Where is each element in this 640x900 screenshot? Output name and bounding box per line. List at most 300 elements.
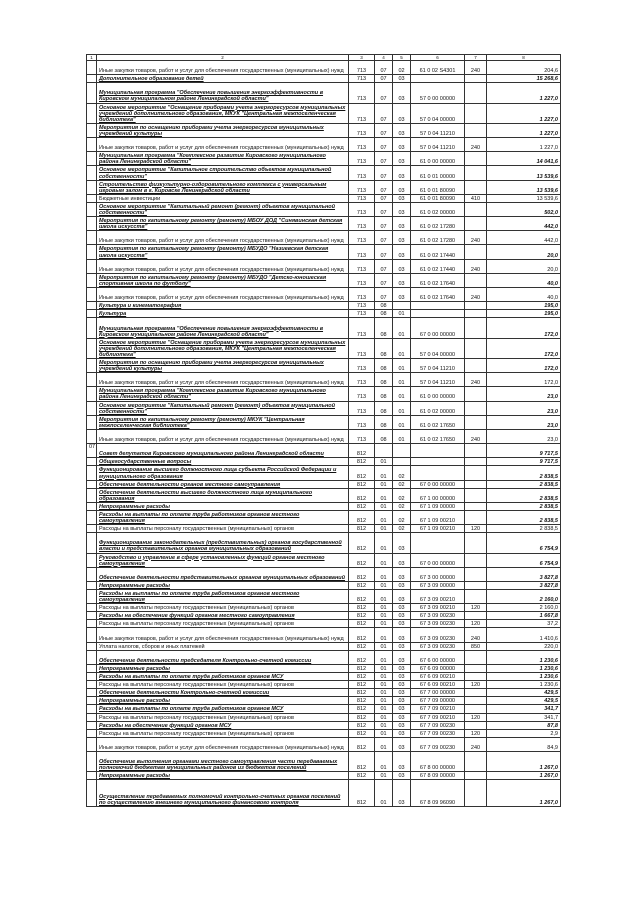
target-article-code [411, 444, 465, 458]
expense-type-code: 240 [465, 138, 487, 152]
expense-type-code [465, 180, 487, 194]
row-name: Обеспечение деятельности представительных органов муниципальных образований [97, 567, 349, 581]
expense-type-code [465, 318, 487, 338]
target-article-code: 67 1 09 00000 [411, 502, 465, 510]
row-name: Муниципальная программа "Комплексное развитие Кировского муниципального района Ленинградской области" [97, 387, 349, 401]
table-row [87, 502, 561, 510]
subsection-code: 03 [393, 194, 411, 202]
amount: 14 041,6 [487, 152, 561, 166]
amount: 23,0 [487, 401, 561, 415]
expense-type-code [465, 581, 487, 589]
expense-type-code [465, 273, 487, 287]
section-code: 08 [375, 401, 393, 415]
section-code: 01 [375, 458, 393, 466]
target-article-code: 61 0 02 17280 [411, 231, 465, 245]
dept-code: 812 [349, 590, 375, 604]
amount: 2 838,5 [487, 510, 561, 524]
dept-code: 812 [349, 772, 375, 780]
row-number [87, 673, 97, 681]
row-number [87, 729, 97, 737]
row-name: Совет депутатов Кировского муниципального района Ленинградской области [97, 444, 349, 458]
row-number [87, 525, 97, 533]
section-code: 08 [375, 373, 393, 387]
subsection-code: 03 [393, 533, 411, 553]
amount: 13 539,6 [487, 166, 561, 180]
target-article-code: 67 7 09 00230 [411, 721, 465, 729]
amount: 20,0 [487, 245, 561, 259]
target-article-code: 61 0 02 17650 [411, 429, 465, 443]
target-article-code: 67 3 09 00210 [411, 590, 465, 604]
target-article-code: 67 3 00 00000 [411, 567, 465, 581]
subsection-code: 03 [393, 713, 411, 721]
dept-code: 713 [349, 302, 375, 310]
dept-code: 713 [349, 166, 375, 180]
amount: 502,0 [487, 202, 561, 216]
row-name: Расходы на обеспечение функций органов МСУ [97, 721, 349, 729]
amount: 3 827,8 [487, 567, 561, 581]
column-number: 2 [97, 55, 349, 61]
dept-code: 713 [349, 288, 375, 302]
section-code: 07 [375, 103, 393, 123]
amount: 1 667,8 [487, 612, 561, 620]
row-number [87, 553, 97, 567]
table-body [87, 55, 561, 807]
expense-type-code [465, 166, 487, 180]
section-code: 07 [375, 194, 393, 202]
table-row [87, 83, 561, 103]
expense-type-code [465, 217, 487, 231]
row-name: Мероприятия по капитальному ремонту (ремонту) МБОУ ДОД "Синявинская детская школа искусств" [97, 217, 349, 231]
subsection-code: 03 [393, 138, 411, 152]
table-row [87, 612, 561, 620]
subsection-code: 01 [393, 338, 411, 358]
column-number: 8 [487, 55, 561, 61]
row-number [87, 567, 97, 581]
subsection-code: 03 [393, 689, 411, 697]
expense-type-code [465, 612, 487, 620]
dept-code: 713 [349, 231, 375, 245]
table-row [87, 138, 561, 152]
target-article-code: 61 0 02 00000 [411, 401, 465, 415]
subsection-code: 03 [393, 721, 411, 729]
section-code: 08 [375, 318, 393, 338]
subsection-code: 03 [393, 288, 411, 302]
section-code: 01 [375, 713, 393, 721]
row-number [87, 689, 97, 697]
subsection-code: 03 [393, 152, 411, 166]
amount: 442,0 [487, 231, 561, 245]
table-row [87, 466, 561, 480]
subsection-code: 03 [393, 166, 411, 180]
amount: 40,0 [487, 288, 561, 302]
target-article-code: 61 0 02 S4301 [411, 61, 465, 75]
amount: 6 754,9 [487, 553, 561, 567]
amount: 429,5 [487, 697, 561, 705]
row-name: Иные закупки товаров, работ и услуг для обеспечения государственных (муниципальных) нужд [97, 628, 349, 642]
expense-type-code [465, 533, 487, 553]
subsection-code [393, 458, 411, 466]
dept-code: 713 [349, 152, 375, 166]
row-number [87, 123, 97, 137]
table-row [87, 166, 561, 180]
amount: 23,0 [487, 387, 561, 401]
expense-type-code [465, 444, 487, 458]
row-name: Дополнительное образование детей [97, 75, 349, 83]
row-number [87, 751, 97, 771]
row-number [87, 217, 97, 231]
row-number [87, 259, 97, 273]
row-number [87, 642, 97, 650]
row-number [87, 612, 97, 620]
subsection-code: 02 [393, 502, 411, 510]
amount: 1 227,0 [487, 138, 561, 152]
row-number [87, 502, 97, 510]
target-article-code: 67 1 09 00210 [411, 525, 465, 533]
row-name: Мероприятия по капитальному ремонту (ремонту) МБУДО "Назиевская детская школа искусств" [97, 245, 349, 259]
section-code: 01 [375, 567, 393, 581]
row-number [87, 429, 97, 443]
dept-code: 812 [349, 488, 375, 502]
target-article-code: 61 0 02 17640 [411, 288, 465, 302]
subsection-code: 03 [393, 751, 411, 771]
subsection-code: 03 [393, 83, 411, 103]
expense-type-code [465, 697, 487, 705]
table-row [87, 673, 561, 681]
section-code: 01 [375, 697, 393, 705]
row-number [87, 373, 97, 387]
row-name: Иные закупки товаров, работ и услуг для обеспечения государственных (муниципальных) нужд [97, 429, 349, 443]
section-code: 01 [375, 525, 393, 533]
table-row [87, 480, 561, 488]
section-code: 07 [375, 75, 393, 83]
dept-code: 812 [349, 673, 375, 681]
dept-code: 812 [349, 466, 375, 480]
table-row [87, 510, 561, 524]
section-code: 07 [375, 180, 393, 194]
target-article-code [411, 533, 465, 553]
subsection-code: 02 [393, 488, 411, 502]
subsection-code: 03 [393, 180, 411, 194]
expense-type-code [465, 83, 487, 103]
row-number [87, 480, 97, 488]
row-number [87, 359, 97, 373]
section-code: 08 [375, 338, 393, 358]
target-article-code: 67 1 00 00000 [411, 488, 465, 502]
row-number: 07 [87, 444, 97, 458]
expense-type-code [465, 553, 487, 567]
row-name: Культура и кинематография [97, 302, 349, 310]
dept-code: 812 [349, 664, 375, 672]
target-article-code: 61 0 02 17440 [411, 259, 465, 273]
target-article-code: 67 3 09 00230 [411, 642, 465, 650]
subsection-code: 03 [393, 628, 411, 642]
row-name: Иные закупки товаров, работ и услуг для обеспечения государственных (муниципальных) нужд [97, 231, 349, 245]
subsection-code: 03 [393, 612, 411, 620]
budget-table-page [86, 54, 560, 807]
table-row [87, 180, 561, 194]
dept-code: 713 [349, 75, 375, 83]
row-number [87, 152, 97, 166]
row-name: Обеспечение деятельности председателя Контрольно-счетной комиссии [97, 650, 349, 664]
dept-code: 713 [349, 138, 375, 152]
amount: 1 230,6 [487, 673, 561, 681]
expense-type-code: 240 [465, 288, 487, 302]
row-name: Функционирование высшего должностного лица субъекта Российской Федерации и муниципального образования [97, 466, 349, 480]
row-number [87, 488, 97, 502]
table-row [87, 628, 561, 642]
table-row [87, 713, 561, 721]
amount: 1 227,0 [487, 103, 561, 123]
table-row [87, 373, 561, 387]
row-name: Мероприятия по оснащению приборами учета энергоресурсов муниципальных учреждений культуры [97, 123, 349, 137]
section-code: 07 [375, 166, 393, 180]
row-name: Расходы на выплаты персоналу государственных (муниципальных) органов [97, 604, 349, 612]
amount: 15 268,6 [487, 75, 561, 83]
column-number: 3 [349, 55, 375, 61]
dept-code: 812 [349, 628, 375, 642]
expense-type-code [465, 502, 487, 510]
row-name: Бюджетные инвестиции [97, 194, 349, 202]
table-row [87, 697, 561, 705]
target-article-code: 61 0 02 17280 [411, 217, 465, 231]
expense-type-code: 240 [465, 628, 487, 642]
dept-code: 713 [349, 338, 375, 358]
subsection-code: 03 [393, 650, 411, 664]
dept-code: 812 [349, 713, 375, 721]
amount: 13 539,6 [487, 194, 561, 202]
subsection-code: 02 [393, 61, 411, 75]
table-row [87, 123, 561, 137]
target-article-code: 61 0 02 17650 [411, 415, 465, 429]
table-row [87, 444, 561, 458]
section-code: 01 [375, 689, 393, 697]
amount: 172,0 [487, 373, 561, 387]
section-code: 01 [375, 533, 393, 553]
row-name: Расходы на обеспечение функций органов местного самоуправления [97, 612, 349, 620]
dept-code: 713 [349, 194, 375, 202]
section-code: 08 [375, 310, 393, 318]
target-article-code: 67 7 09 00000 [411, 697, 465, 705]
subsection-code: 03 [393, 737, 411, 751]
section-code: 07 [375, 61, 393, 75]
section-code: 07 [375, 259, 393, 273]
row-name: Мероприятия по капитальному ремонту (ремонту) МБУДО "Детско-юношеская спортивная школа по футболу" [97, 273, 349, 287]
amount: 220,0 [487, 642, 561, 650]
section-code: 08 [375, 415, 393, 429]
amount: 2 160,0 [487, 604, 561, 612]
dept-code: 812 [349, 705, 375, 713]
target-article-code: 67 7 09 00210 [411, 705, 465, 713]
row-name: Иные закупки товаров, работ и услуг для обеспечения государственных (муниципальных) нужд [97, 138, 349, 152]
row-number [87, 721, 97, 729]
target-article-code: 57 0 04 11210 [411, 373, 465, 387]
table-row [87, 553, 561, 567]
expense-type-code [465, 359, 487, 373]
row-name: Непрограммные расходы [97, 664, 349, 672]
table-row [87, 310, 561, 318]
dept-code: 713 [349, 273, 375, 287]
target-article-code: 61 0 01 80090 [411, 194, 465, 202]
row-name: Непрограммные расходы [97, 697, 349, 705]
section-code: 01 [375, 780, 393, 806]
subsection-code: 03 [393, 273, 411, 287]
section-code: 01 [375, 620, 393, 628]
target-article-code: 61 0 01 80090 [411, 180, 465, 194]
table-row [87, 525, 561, 533]
expense-type-code: 120 [465, 620, 487, 628]
subsection-code: 02 [393, 466, 411, 480]
expense-type-code [465, 310, 487, 318]
amount: 9 717,5 [487, 458, 561, 466]
section-code: 01 [375, 480, 393, 488]
section-code: 01 [375, 673, 393, 681]
subsection-code: 01 [393, 401, 411, 415]
subsection-code: 03 [393, 581, 411, 589]
expense-type-code [465, 689, 487, 697]
row-name: Муниципальная программа "Обеспечение повышения энергоэффективности в Кировском муниципальном районе Ленинградской области" [97, 83, 349, 103]
expense-type-code [465, 401, 487, 415]
row-name: Муниципальная программа "Комплексное развитие Кировского муниципального района Ленинградской области" [97, 152, 349, 166]
row-number [87, 61, 97, 75]
amount: 1 267,0 [487, 751, 561, 771]
row-number [87, 166, 97, 180]
row-name: Основное мероприятие "Капитальный ремонт (ремонт) объектов муниципальной собственности" [97, 202, 349, 216]
section-code: 07 [375, 231, 393, 245]
dept-code: 713 [349, 61, 375, 75]
subsection-code: 03 [393, 103, 411, 123]
row-name: Иные закупки товаров, работ и услуг для обеспечения государственных (муниципальных) нужд [97, 737, 349, 751]
amount: 2,9 [487, 729, 561, 737]
row-number [87, 310, 97, 318]
row-name: Мероприятия по капитальному ремонту (ремонту) МКУК "Центральная межпоселенческая библиотека" [97, 415, 349, 429]
row-number [87, 772, 97, 780]
target-article-code [411, 458, 465, 466]
amount: 37,2 [487, 620, 561, 628]
target-article-code: 61 0 02 17640 [411, 273, 465, 287]
row-name: Расходы на выплаты по оплате труда работников органов МСУ [97, 705, 349, 713]
subsection-code: 03 [393, 780, 411, 806]
amount: 1 267,0 [487, 780, 561, 806]
subsection-code: 03 [393, 681, 411, 689]
table-row [87, 61, 561, 75]
row-name: Расходы на выплаты персоналу государственных (муниципальных) органов [97, 525, 349, 533]
row-number [87, 401, 97, 415]
expense-type-code [465, 466, 487, 480]
row-number [87, 83, 97, 103]
table-row [87, 429, 561, 443]
expense-type-code [465, 202, 487, 216]
target-article-code: 67 7 09 00210 [411, 713, 465, 721]
subsection-code: 03 [393, 245, 411, 259]
subsection-code: 02 [393, 510, 411, 524]
target-article-code: 67 7 00 00000 [411, 689, 465, 697]
table-row [87, 721, 561, 729]
section-code: 01 [375, 729, 393, 737]
subsection-code [393, 444, 411, 458]
expense-type-code: 240 [465, 429, 487, 443]
section-code: 01 [375, 466, 393, 480]
subsection-code: 03 [393, 729, 411, 737]
subsection-code: 03 [393, 642, 411, 650]
target-article-code: 57 0 04 11210 [411, 359, 465, 373]
section-code: 01 [375, 772, 393, 780]
target-article-code: 67 6 09 00000 [411, 664, 465, 672]
dept-code: 713 [349, 83, 375, 103]
table-row [87, 642, 561, 650]
subsection-code: 01 [393, 429, 411, 443]
row-number [87, 180, 97, 194]
amount: 341,7 [487, 705, 561, 713]
budget-table [86, 54, 561, 807]
amount: 195,0 [487, 310, 561, 318]
dept-code: 713 [349, 415, 375, 429]
target-article-code [411, 75, 465, 83]
target-article-code: 67 7 09 00230 [411, 737, 465, 751]
row-name: Расходы на выплаты по оплате труда работников органов местного самоуправления [97, 510, 349, 524]
table-row [87, 217, 561, 231]
section-code: 01 [375, 751, 393, 771]
section-code: 07 [375, 138, 393, 152]
table-row [87, 245, 561, 259]
row-name: Обеспечение деятельности органов местного самоуправления [97, 480, 349, 488]
row-name: Расходы на выплаты по оплате труда работников органов МСУ [97, 673, 349, 681]
expense-type-code [465, 415, 487, 429]
row-name: Непрограммные расходы [97, 772, 349, 780]
table-row [87, 729, 561, 737]
row-number [87, 103, 97, 123]
expense-type-code [465, 488, 487, 502]
row-number [87, 510, 97, 524]
expense-type-code [465, 152, 487, 166]
section-code: 07 [375, 202, 393, 216]
subsection-code: 03 [393, 604, 411, 612]
dept-code: 812 [349, 697, 375, 705]
row-number [87, 387, 97, 401]
dept-code: 713 [349, 217, 375, 231]
dept-code: 713 [349, 401, 375, 415]
amount: 13 539,6 [487, 180, 561, 194]
section-code: 01 [375, 737, 393, 751]
subsection-code: 03 [393, 697, 411, 705]
dept-code: 713 [349, 245, 375, 259]
row-name: Общегосударственные вопросы [97, 458, 349, 466]
expense-type-code [465, 458, 487, 466]
dept-code: 812 [349, 751, 375, 771]
table-row [87, 604, 561, 612]
row-name: Расходы на выплаты персоналу государственных (муниципальных) органов [97, 681, 349, 689]
section-code: 01 [375, 612, 393, 620]
row-number [87, 288, 97, 302]
row-number [87, 138, 97, 152]
dept-code: 812 [349, 567, 375, 581]
dept-code: 713 [349, 318, 375, 338]
dept-code: 812 [349, 780, 375, 806]
dept-code: 812 [349, 581, 375, 589]
dept-code: 812 [349, 553, 375, 567]
amount: 195,0 [487, 302, 561, 310]
amount: 1 267,0 [487, 772, 561, 780]
row-number [87, 697, 97, 705]
expense-type-code [465, 480, 487, 488]
row-number [87, 780, 97, 806]
table-row [87, 202, 561, 216]
section-code: 07 [375, 273, 393, 287]
amount: 2 838,5 [487, 525, 561, 533]
section-code: 07 [375, 288, 393, 302]
target-article-code [411, 310, 465, 318]
expense-type-code [465, 664, 487, 672]
section-code: 08 [375, 359, 393, 373]
